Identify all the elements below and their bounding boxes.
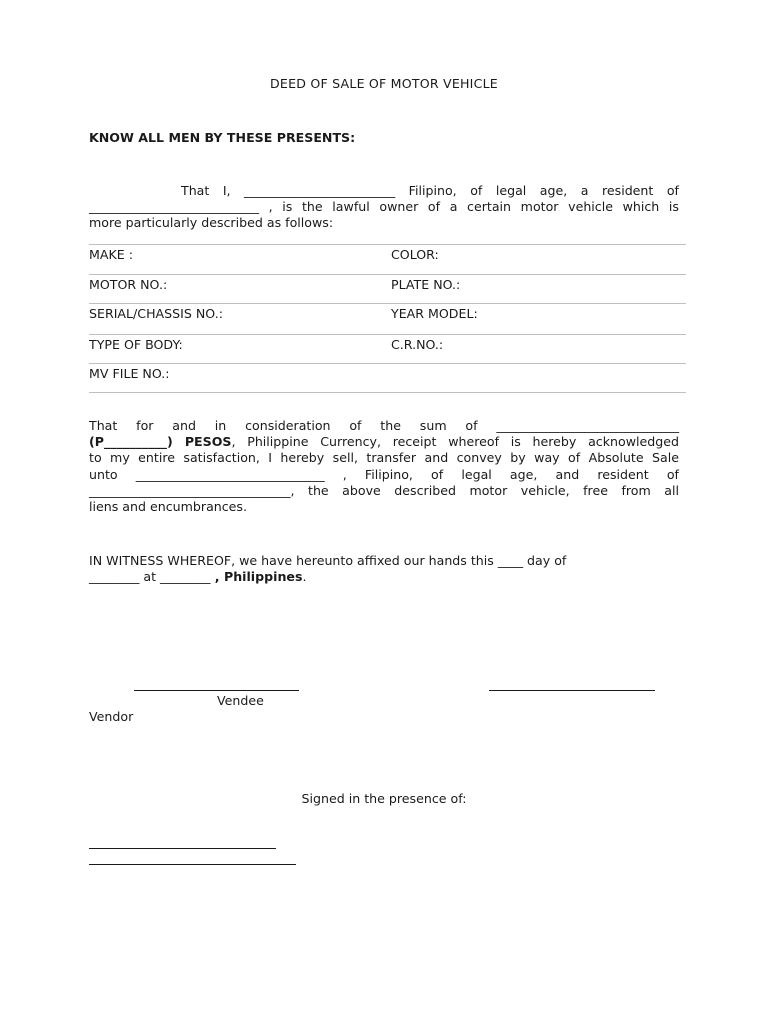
consideration-line-4: unto ______________________________ , Filipino, of legal age, and resident of (89, 466, 679, 482)
vendee-label: Vendee (217, 693, 264, 708)
color-label: COLOR: (391, 245, 686, 275)
document-title: DEED OF SALE OF MOTOR VEHICLE (270, 76, 498, 91)
pesos-amount: (P__________) PESOS (89, 434, 232, 450)
empty-cell (391, 364, 686, 393)
philippines-text: , Philippines (210, 569, 303, 585)
plate-no-label: PLATE NO.: (391, 275, 686, 304)
witnesses-label: Signed in the presence of: (301, 791, 467, 806)
intro-line-2: ___________________________ , is the lawful owner of a certain motor vehicle which is (89, 199, 679, 215)
consideration-line-6: liens and encumbrances. (89, 499, 247, 515)
witness-signature-line-1 (89, 848, 276, 849)
motor-no-label: MOTOR NO.: (89, 275, 391, 304)
consideration-line-2-rest: , Philippine Currency, receipt whereof is hereby acknowledged (231, 434, 679, 450)
vendee-signature-line (134, 690, 299, 691)
consideration-paragraph (89, 418, 679, 515)
intro-line-3: more particularly described as follows: (89, 215, 334, 231)
intro-line-1: That I, ________________________ Filipino, of legal age, a resident of (181, 183, 679, 198)
consideration-line-5: ________________________________, the above described motor vehicle, free from all (89, 482, 679, 498)
greeting-heading: KNOW ALL MEN BY THESE PRESENTS: (89, 130, 356, 145)
vendor-signature-line (489, 690, 655, 691)
mv-file-no-label: MV FILE NO.: (89, 364, 391, 393)
table-row (89, 364, 686, 393)
witness-line-2 (89, 569, 649, 585)
intro-paragraph (89, 183, 679, 232)
serial-chassis-no-label: SERIAL/CHASSIS NO.: (89, 306, 223, 321)
table-row (89, 245, 686, 275)
vendor-label: Vendor (89, 709, 134, 724)
consideration-line-1: That for and in consideration of the sum of _____________________________ (89, 418, 679, 433)
witness-paragraph (89, 553, 649, 585)
table-row (89, 275, 686, 304)
year-model-label: YEAR MODEL: (391, 304, 686, 335)
witness-signature-line-2 (89, 864, 296, 865)
consideration-line-3: to my entire satisfaction, I hereby sell, transfer and convey by way of Absolute Sale (89, 450, 679, 466)
witness-period: . (302, 569, 307, 585)
vehicle-details-table (89, 244, 686, 393)
type-of-body-label: TYPE OF BODY: (89, 335, 391, 364)
table-row (89, 304, 686, 335)
table-row (89, 335, 686, 364)
witness-line-1: IN WITNESS WHEREOF, we have hereunto affixed our hands this ____ day of (89, 553, 567, 568)
cr-no-label: C.R.NO.: (391, 335, 686, 364)
date-place-blanks: ________ at ________ (89, 569, 211, 585)
consideration-line-2 (89, 434, 679, 450)
make-label: MAKE : (89, 245, 391, 275)
